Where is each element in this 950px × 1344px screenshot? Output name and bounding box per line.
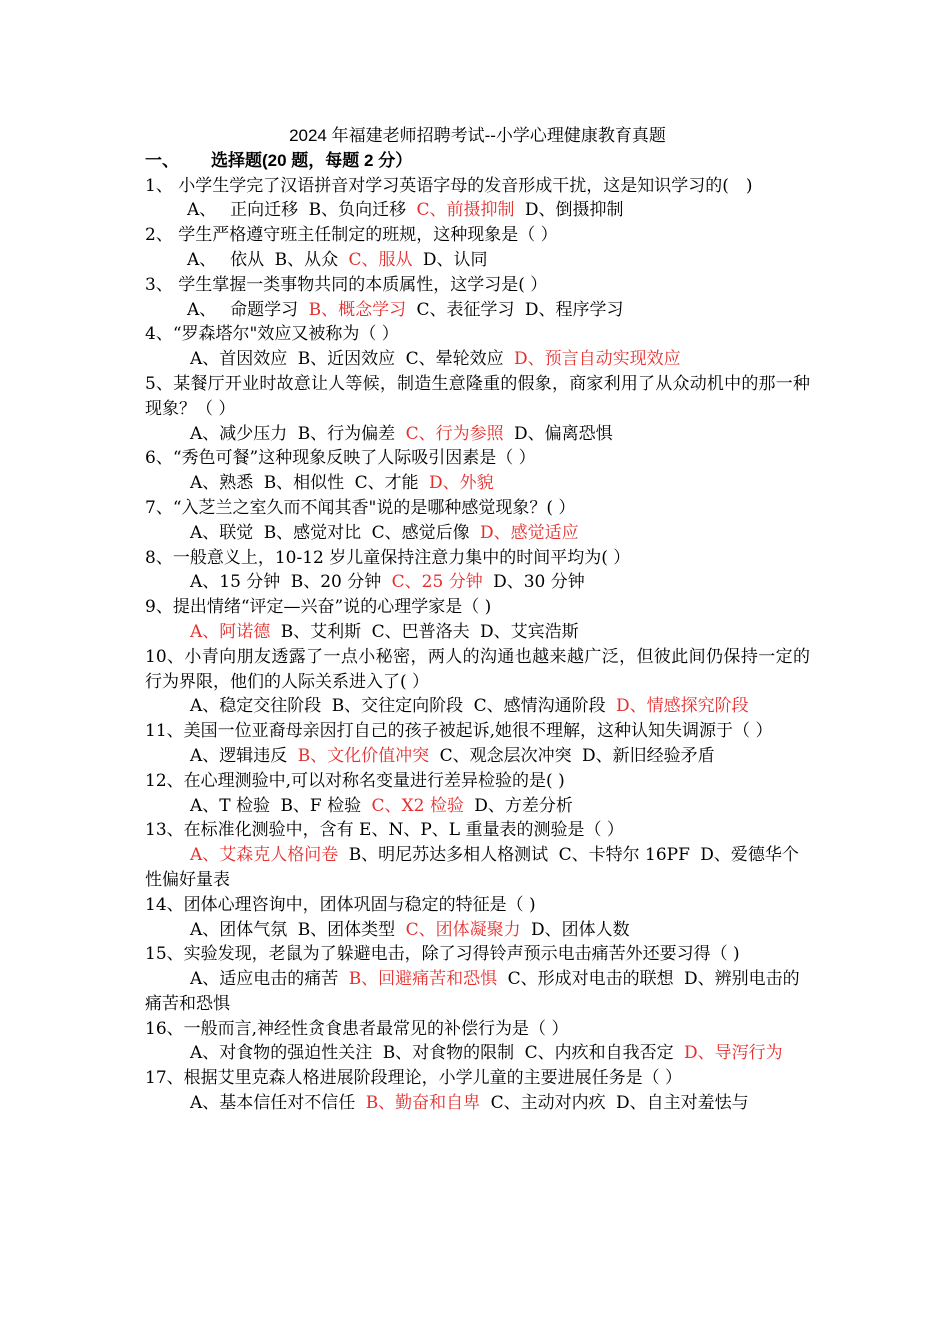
options-8 <box>145 570 810 595</box>
question-16: 16、一般而言,神经性贪食患者最常见的补偿行为是（ ） <box>145 1018 569 1039</box>
options-6 <box>145 471 810 496</box>
options-3 <box>145 298 810 323</box>
option-c-answer: C、25 分钟 <box>391 572 483 593</box>
option-a-answer: A、阿诺德 <box>190 621 271 642</box>
options-9 <box>145 620 810 645</box>
question-1: 1、 小学生学完了汉语拼音对学习英语字母的发音形成干扰，这是知识学习的( ) <box>145 175 753 196</box>
question-10: 10、小青向朋友透露了一点小秘密，两人的沟通也越来越广泛，但彼此间仍保持一定的行为界限，他们的人际关系进入了( ） <box>145 646 810 692</box>
option-a: A、 依从 <box>187 249 265 270</box>
section-number: 一、 <box>145 150 179 170</box>
option-b: B、感觉对比 <box>263 522 362 543</box>
option-a: A、熟悉 <box>190 473 254 494</box>
option-b: B、近因效应 <box>297 349 396 370</box>
question-13: 13、在标准化测验中，含有 E、N、P、L 重量表的测验是（ ） <box>145 820 624 841</box>
question-12: 12、在心理测验中,可以对称名变量进行差异检验的是( ) <box>145 770 565 791</box>
options-11 <box>145 744 810 769</box>
options-13 <box>145 843 810 893</box>
document-page <box>145 124 810 1116</box>
document-title: 2024 年福建老师招聘考试--小学心理健康教育真题 <box>289 126 666 145</box>
option-d: D、爱德华个性偏好量表 <box>145 845 799 890</box>
question-17: 17、根据艾里克森人格进展阶段理论，小学儿童的主要进展任务是（ ） <box>145 1068 683 1089</box>
option-d-answer: D、外貌 <box>429 473 494 494</box>
option-a: A、稳定交往阶段 <box>190 696 322 717</box>
option-a: A、团体气氛 <box>190 919 288 940</box>
options-14 <box>145 918 810 943</box>
option-c-answer: C、团体凝聚力 <box>405 919 521 940</box>
options-12 <box>145 794 810 819</box>
option-b-answer: B、文化价值冲突 <box>297 745 430 766</box>
option-d: D、方差分析 <box>474 795 573 816</box>
option-b: B、行为偏差 <box>297 423 396 444</box>
option-b-answer: B、勤奋和自卑 <box>365 1093 481 1114</box>
option-b: B、从众 <box>274 249 339 270</box>
option-d: D、偏离恐惧 <box>514 423 613 444</box>
option-c: C、主动对内疚 <box>490 1093 606 1114</box>
question-5: 5、某餐厅开业时故意让人等候，制造生意隆重的假象，商家利用了从众动机中的那一种现象？（ ） <box>145 373 810 419</box>
question-11: 11、美国一位亚裔母亲因打自己的孩子被起诉,她很不理解，这种认知失调源于（ ） <box>145 721 773 742</box>
option-d: D、认同 <box>422 249 488 270</box>
option-a: A、逻辑违反 <box>190 745 288 766</box>
option-b: B、明尼苏达多相人格测试 <box>348 845 549 866</box>
options-16 <box>145 1041 810 1066</box>
option-b-answer: B、回避痛苦和恐惧 <box>348 969 498 990</box>
section-title: 选择题(20 题，每题 2 分） <box>211 150 413 170</box>
options-10 <box>145 694 810 719</box>
options-15 <box>145 967 810 1017</box>
option-a: A、 正向迁移 <box>187 200 299 221</box>
option-a: A、 命题学习 <box>187 299 299 320</box>
option-c: C、观念层次冲突 <box>439 745 572 766</box>
question-3: 3、 学生掌握一类事物共同的本质属性，这学习是( ） <box>145 274 548 295</box>
option-c-answer: C、服从 <box>348 249 413 270</box>
option-c: C、巴普洛夫 <box>371 621 470 642</box>
option-b: B、20 分钟 <box>290 572 382 593</box>
option-a-answer: A、艾森克人格问卷 <box>190 845 339 866</box>
option-c-answer: C、前摄抑制 <box>416 200 515 221</box>
option-a: A、适应电击的痛苦 <box>190 969 339 990</box>
option-d: D、30 分钟 <box>493 572 585 593</box>
option-b: B、相似性 <box>263 473 345 494</box>
options-5 <box>145 422 810 447</box>
option-d: D、倒摄抑制 <box>524 200 624 221</box>
option-a: A、15 分钟 <box>190 572 281 593</box>
option-d-answer: D、感觉适应 <box>480 522 579 543</box>
options-7 <box>145 521 810 546</box>
option-c: C、形成对电击的联想 <box>507 969 674 990</box>
question-2: 2、 学生严格遵守班主任制定的班规，这种现象是（ ） <box>145 225 558 246</box>
option-d: D、程序学习 <box>524 299 624 320</box>
option-c: C、卡特尔 16PF <box>558 845 690 866</box>
option-c-answer: C、行为参照 <box>405 423 504 444</box>
option-c: C、晕轮效应 <box>405 349 504 370</box>
option-b-answer: B、概念学习 <box>308 299 407 320</box>
option-b: B、F 检验 <box>280 795 362 816</box>
question-4: 4、“罗森塔尔"效应又被称为（ ） <box>145 324 399 345</box>
question-6: 6、“秀色可餐”这种现象反映了人际吸引因素是（ ） <box>145 448 536 469</box>
option-d: D、团体人数 <box>531 919 630 940</box>
option-b: B、艾利斯 <box>280 621 362 642</box>
option-d-answer: D、导泻行为 <box>684 1043 783 1064</box>
option-c: C、才能 <box>354 473 419 494</box>
section-heading <box>145 149 810 174</box>
question-14: 14、团体心理咨询中，团体巩固与稳定的特征是（ ) <box>145 894 536 915</box>
option-a: A、对食物的强迫性关注 <box>190 1043 373 1064</box>
option-a: A、联觉 <box>190 522 254 543</box>
question-9: 9、提出情绪“评定—兴奋”说的心理学家是（ ) <box>145 597 492 618</box>
option-c-answer: C、X2 检验 <box>371 795 464 816</box>
option-d: D、艾宾浩斯 <box>480 621 579 642</box>
option-b: B、交往定向阶段 <box>331 696 464 717</box>
option-d: D、新旧经验矛盾 <box>582 745 715 766</box>
option-d-answer: D、情感探究阶段 <box>616 696 749 717</box>
option-a: A、基本信任对不信任 <box>190 1093 356 1114</box>
option-c: C、表征学习 <box>416 299 515 320</box>
options-17 <box>145 1091 810 1116</box>
option-c: C、感觉后像 <box>371 522 470 543</box>
options-4 <box>145 347 810 372</box>
option-b: B、对食物的限制 <box>382 1043 515 1064</box>
option-c: C、感情沟通阶段 <box>473 696 606 717</box>
option-a: A、首因效应 <box>190 349 288 370</box>
option-c: C、内疚和自我否定 <box>524 1043 674 1064</box>
option-d-answer: D、预言自动实现效应 <box>514 349 681 370</box>
option-b: B、团体类型 <box>297 919 396 940</box>
option-a: A、T 检验 <box>190 795 271 816</box>
options-2 <box>145 248 810 273</box>
option-d: D、自主对羞怯与 <box>616 1093 749 1114</box>
options-1 <box>145 198 810 223</box>
question-7: 7、“入芝兰之室久而不闻其香"说的是哪种感觉现象？( ） <box>145 497 576 518</box>
question-8: 8、一般意义上，10-12 岁儿童保持注意力集中的时间平均为( ） <box>145 547 631 568</box>
option-d: D、辨别电击的痛苦和恐惧 <box>145 969 800 1014</box>
option-a: A、减少压力 <box>190 423 288 444</box>
question-15: 15、实验发现，老鼠为了躲避电击，除了习得铃声预示电击痛苦外还要习得（ ) <box>145 944 740 965</box>
option-b: B、负向迁移 <box>308 200 407 221</box>
